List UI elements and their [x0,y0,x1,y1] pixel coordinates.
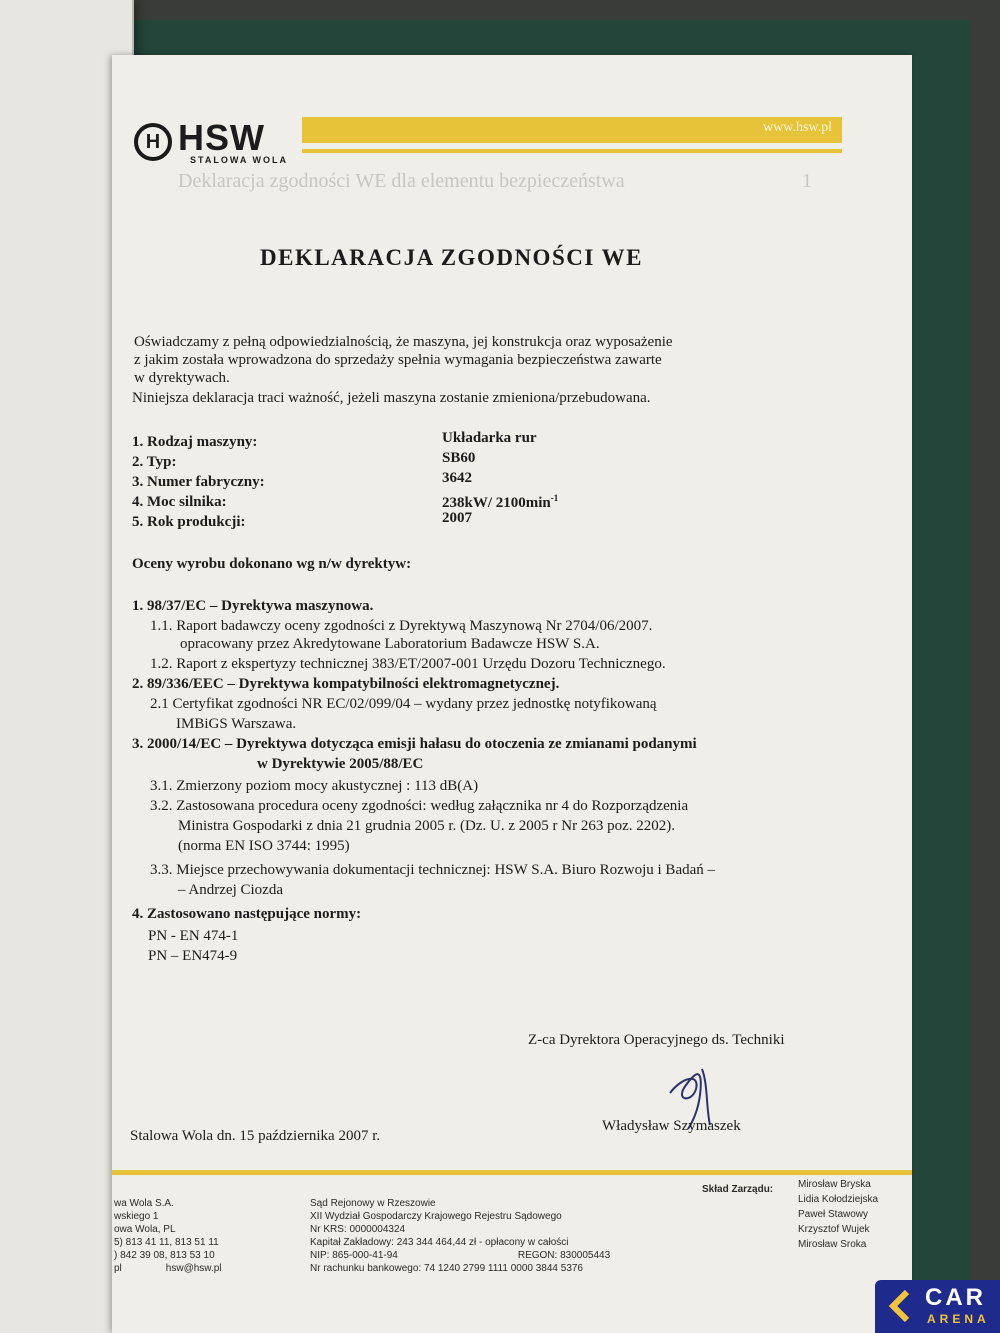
ghost-numeral: 1 [802,170,812,192]
standard-item: PN - EN 474-1 [148,928,239,944]
directive-item: 2.1 Certyfikat zgodności NR EC/02/099/04 – wydany przez jednostkę notyfikowaną [150,696,657,712]
header-bar [302,117,842,143]
footer-address [114,1197,222,1275]
board-list [798,1177,878,1252]
footer-line: ) 842 39 08, 813 53 10 [114,1250,215,1261]
logo-subtitle: STALOWA WOLA [190,155,288,165]
spec-value: Układarka rur [442,430,537,446]
logo-name: HSW [178,117,265,158]
footer-line: XII Wydział Gospodarczy Krajowego Rejestru Sądowego [310,1211,562,1222]
assessment-heading: Oceny wyrobu dokonano wg n/w dyrektyw: [132,556,412,572]
footer-line: Nr rachunku bankowego: 74 1240 2799 1111 0000 3844 5376 [310,1263,583,1274]
signer-title: Z-ca Dyrektora Operacyjnego ds. Techniki [528,1032,785,1048]
spec-value: 3642 [442,470,472,486]
directive-item: IMBiGS Warszawa. [176,716,297,732]
footer-line: wa Wola S.A. [114,1198,174,1209]
intro-line: Oświadczamy z pełną odpowiedzialnością, że maszyna, jej konstrukcja oraz wyposażenie [134,334,673,350]
directive-heading: 1. 98/37/EC – Dyrektywa maszynowa. [132,598,374,614]
board-member: Mirosław Sroka [798,1239,867,1250]
intro-line: z jakim została wprowadzona do sprzedaży spełnia wymagania bezpieczeństwa zawarte [134,352,662,368]
directive-heading: 2. 89/336/EEC – Dyrektywa kompatybilności elektromagnetycznej. [132,676,560,692]
spec-value-power: 238kW/ 2100min [442,495,551,511]
spec-value: SB60 [442,450,476,466]
spec-label: 1. Rodzaj maszyny: [132,434,258,450]
footer-registry [310,1197,610,1275]
spec-label: 3. Numer fabryczny: [132,474,265,490]
spec-label: 4. Moc silnika: [132,494,227,510]
document-page [112,55,912,1333]
footer-line: Kapitał Zakładowy: 243 344 464,44 zł - opłacony w całości [310,1237,569,1248]
intro-line: Niniejsza deklaracja traci ważność, jeżeli maszyna zostanie zmieniona/przebudowana. [132,390,651,406]
badge-car-text: CAR [925,1284,986,1311]
footer-line: Sąd Rejonowy w Rzeszowie [310,1198,436,1209]
board-member: Paweł Stawowy [798,1209,869,1220]
directive-heading: 4. Zastosowano następujące normy: [132,906,362,922]
footer-rule [112,1170,912,1175]
directive-item: (norma EN ISO 3744: 1995) [178,838,350,854]
footer-line: owa Wola, PL [114,1224,176,1235]
hsw-emblem-icon: H [134,123,172,161]
directive-heading: 3. 2000/14/EC – Dyrektywa dotycząca emisji hałasu do otoczenia ze zmianami podanymi [132,736,697,752]
directive-item: Ministra Gospodarki z dnia 21 grudnia 2005 r. (Dz. U. z 2005 r Nr 263 poz. 2202). [178,818,675,834]
board-member: Krzysztof Wujek [798,1224,870,1235]
footer-line: Nr KRS: 0000004324 [310,1224,406,1235]
directive-item: 3.3. Miejsce przechowywania dokumentacji technicznej: HSW S.A. Biuro Rozwoju i Badań – [150,862,716,878]
footer-regon: REGON: 830005443 [517,1250,611,1261]
directive-item: opracowany przez Akredytowane Laboratorium Badawcze HSW S.A. [180,636,600,652]
board-label: Skład Zarządu: [702,1184,774,1195]
badge-arena-text: ARENA [927,1312,990,1326]
footer-line: wskiego 1 [114,1211,159,1222]
footer-line-part: pl [114,1263,122,1274]
signer-name: Władysław Szymaszek [602,1118,741,1134]
intro-line: w dyrektywach. [134,370,230,386]
directive-heading: w Dyrektywie 2005/88/EC [257,756,424,772]
header-rule [302,149,842,153]
footer-line [310,1249,610,1262]
power-superscript: -1 [550,493,559,503]
spec-label: 2. Typ: [132,454,177,470]
board-member: Lidia Kołodziejska [798,1194,879,1205]
header-url: www.hsw.pl [763,120,832,135]
footer-nip: NIP: 865-000-41-94 [310,1250,398,1261]
directive-item: 3.2. Zastosowana procedura oceny zgodności: według załącznika nr 4 do Rozporządzenia [150,798,689,814]
directive-item: 3.1. Zmierzony poziom mocy akustycznej : 113 dB(A) [150,778,479,794]
hsw-logo [134,117,294,167]
page-title: DEKLARACJA ZGODNOŚCI WE [260,245,643,270]
footer-email: hsw@hsw.pl [165,1263,222,1274]
standard-item: PN – EN474-9 [148,948,238,964]
ghost-heading: Deklaracja zgodności WE dla elementu bezpieczeństwa [178,170,625,192]
car-arena-logo [875,1280,1000,1333]
directive-item: 1.2. Raport z ekspertyzy technicznej 383/ET/2007-001 Urzędu Dozoru Technicznego. [150,656,666,672]
footer-line [114,1262,222,1275]
spec-label: 5. Rok produkcji: [132,514,246,530]
car-arena-mark-icon [885,1288,915,1324]
directive-item: – Andrzej Ciozda [178,882,283,898]
directive-item: 1.1. Raport badawczy oceny zgodności z Dyrektywą Maszynową Nr 2704/06/2007. [150,618,653,634]
footer-line: 5) 813 41 11, 813 51 11 [114,1237,219,1248]
board-member: Mirosław Bryska [798,1179,871,1190]
place-date: Stalowa Wola dn. 15 października 2007 r. [130,1128,381,1144]
spec-value: 2007 [442,510,472,526]
